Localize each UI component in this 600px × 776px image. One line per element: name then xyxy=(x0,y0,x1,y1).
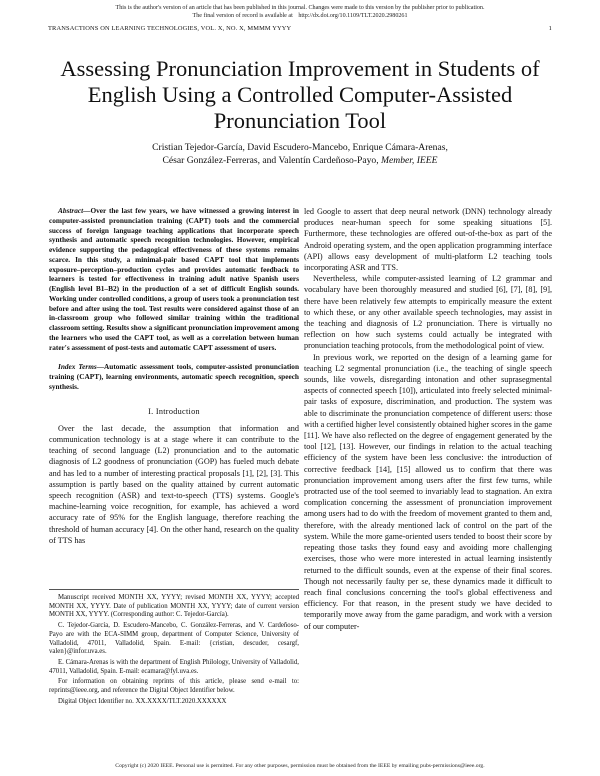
final-version-notice xyxy=(0,13,600,19)
abstract-label: Abstract xyxy=(58,206,84,215)
copyright-footer: Copyright (c) 2020 IEEE. Personal use is permitted. For any other purposes, permission must be obtained from the IEEE by emailing pubs-permissions@ieee.org. xyxy=(115,763,485,769)
authors-names: César González-Ferreras, and Valentín Cardeñoso-Payo, xyxy=(162,154,379,166)
footnote-affiliation-1: C. Tejedor-García, D. Escudero-Mancebo, C. González-Ferreras, and V. Cardeñoso-Payo are with the ECA-SIMM group, department of Computer Science, University of Valladolid, 47011, Valladolid, Spain. E-mail: {cristian, descuder, cesargf, valen}@infor.uva.es. xyxy=(49,622,299,656)
left-column xyxy=(49,206,299,546)
paper-title: Assessing Pronunciation Improvement in Students of English Using a Controlled Computer-Assisted Pronunciation Tool xyxy=(60,56,540,133)
right-column xyxy=(304,206,552,632)
footnote-rule xyxy=(49,589,299,590)
index-terms xyxy=(49,362,299,391)
authors-line-2 xyxy=(60,155,540,168)
footnote-affiliation-2: E. Cámara-Arenas is with the department of English Philology, University of Valladolid, 47011, Valladolid, Spain. E-mail: ecamara@fyl.uva.es. xyxy=(49,658,299,675)
footnote-reprints: For information on obtaining reprints of this article, please send e-mail to: reprints@ieee.org, and reference the Digital Object Identifier below. xyxy=(49,678,299,695)
page-number: 1 xyxy=(548,25,552,32)
ieee-membership: Member, IEEE xyxy=(381,154,438,166)
abstract-text: —Over the last few years, we have witnessed a growing interest in computer-assisted pronunciation training (CAPT) tools and the commercial success of foreign language teaching applications that incorporate speech synthesis and automatic speech recognition technologies. However, empirical evidence supporting the pedagogical effectiveness of these systems remains scarce. In this study, a minimal-pair based CAPT tool that implements exposure–perception–production cycles and provides automatic feedback to learners is tested for effectiveness in training adult native Spanish users (English level B1–B2) in the production of a set of difficult English sounds. Working under controlled conditions, a group of users took a pronunciation test before and after using the tool. Test results were considered against those of an in-classroom group who followed similar training within the traditional classroom setting. Results show a significant pronunciation improvement among the learners who used the CAPT tool, as well as a correlation between human rater's assessment of post-tests and automatic CAPT assessment of users. xyxy=(49,206,299,352)
intro-paragraph-1-continued: led Google to assert that deep neural network (DNN) technology already produces near-human speech for some speaking situations [5]. Furthermore, these technologies are offered out-of-the-box as part of the Android operating system, and the open application programming interface (API) allows easy development of multi-platform L2 teaching tools incorporating ASR and TTS. xyxy=(304,207,552,273)
intro-paragraph-2: Nevertheless, while computer-assisted learning of L2 grammar and vocabulary have been thoroughly measured and studied [6], [7], [8], [9], there have been relatively few attempts to empirically measure the extent to which these, or any other available speech technologies, may assist in the teaching and diagnosis of L2 pronunciation. There is virtually no reflection on how such systems could actually be integrated with pronunciation teaching protocols, from the methodological point of view. xyxy=(304,274,552,351)
author-list xyxy=(60,142,540,168)
intro-paragraph-3: In previous work, we reported on the design of a learning game for teaching L2 segmental pronunciation (i.e., the teaching of single speech sounds, like vowels, disregarding intonation and other suprasegmental aspects of connected speech [10]), articulated into freely selected minimal-pair tasks of exposure, discrimination, and production. The system was able to discriminate the pronunciation competence of different users: those with a certified higher level consistently obtained higher scores in the game [11]. We have also reflected on the degree of engagement generated by the tool [12], [13]. However, our findings in relation to the actual teaching efficiency of the system have been less conclusive: the introduction of corrective feedback [14], [15] allowed us to confirm that there was pronunciation improvement among users after the first few turns, while protracted use of the tool seemed to invariably lead to stagnation. An extra complication concerning the assessment of pronunciation improvement among users had to do with the freedom of movement granted to them and, therefore, with the already mentioned lack of control on the part of the system. While the more game-oriented users tended to boost their score by repeating those tasks they found easy and avoiding more challenging exercises, those who were more interested in actual learning insistently returned to the difficult sounds, even at the expense of their final scores. Though not necessarily faulty per se, these dynamics made it difficult to reach final conclusions concerning the tool's global effectiveness and efficiency. For that reason, in the present study we have decided to temporarily move away from the game paradigm, and work with a version of our computer- xyxy=(304,352,552,631)
footnotes xyxy=(49,589,299,708)
index-terms-text: —Automatic assessment tools, computer-assisted pronunciation training (CAPT), learning environments, automatic speech recognition, speech synthesis. xyxy=(49,362,300,391)
journal-info: TRANSACTIONS ON LEARNING TECHNOLOGIES, VOL. X, NO. X, MMMM YYYY xyxy=(48,25,292,32)
final-version-text: The final version of record is available at xyxy=(192,13,293,19)
intro-paragraph-1: Over the last decade, the assumption that information and communication technology is at a stage where it can contribute to the teaching of second language (L2) pronunciation and to the automatic diagnosis of L2 goodness of pronunciation (GOP) has fueled much debate and has led to a number of interesting practical proposals [1], [2], [3]. This assumption is partly based on the quality attained by current automatic speech recognition (ASR) and text-to-speech (TTS) systems. Google's machine-learning voice recognition, for example, has achieved a word accuracy rate of 95% for the English language, therefore reaching the threshold of human accuracy [4]. On the other hand, research on the quality of TTS has xyxy=(49,423,299,545)
running-head xyxy=(48,25,552,32)
footnote-received: Manuscript received MONTH XX, YYYY; revised MONTH XX, YYYY; accepted MONTH XX, YYYY. Date of publication MONTH XX, YYYY; date of current version MONTH XX, YYYY. (Corresponding author: C. Tejedor-García). xyxy=(49,594,299,619)
index-terms-label: Index Terms xyxy=(58,362,97,372)
doi-link[interactable]: http://dx.doi.org/10.1109/TLT.2020.2980261 xyxy=(298,13,408,19)
footnote-doi: Digital Object Identifier no. XX.XXXX/TLT.2020.XXXXXX xyxy=(58,697,227,705)
section-heading-introduction: I. Introduction xyxy=(148,406,200,416)
publication-notice: This is the author's version of an article that has been published in this journal. Changes were made to this version by the publisher prior to publication. xyxy=(115,5,485,11)
abstract xyxy=(49,206,299,352)
authors-line-1: Cristian Tejedor-García, David Escudero-Mancebo, Enrique Cámara-Arenas, xyxy=(152,142,448,153)
